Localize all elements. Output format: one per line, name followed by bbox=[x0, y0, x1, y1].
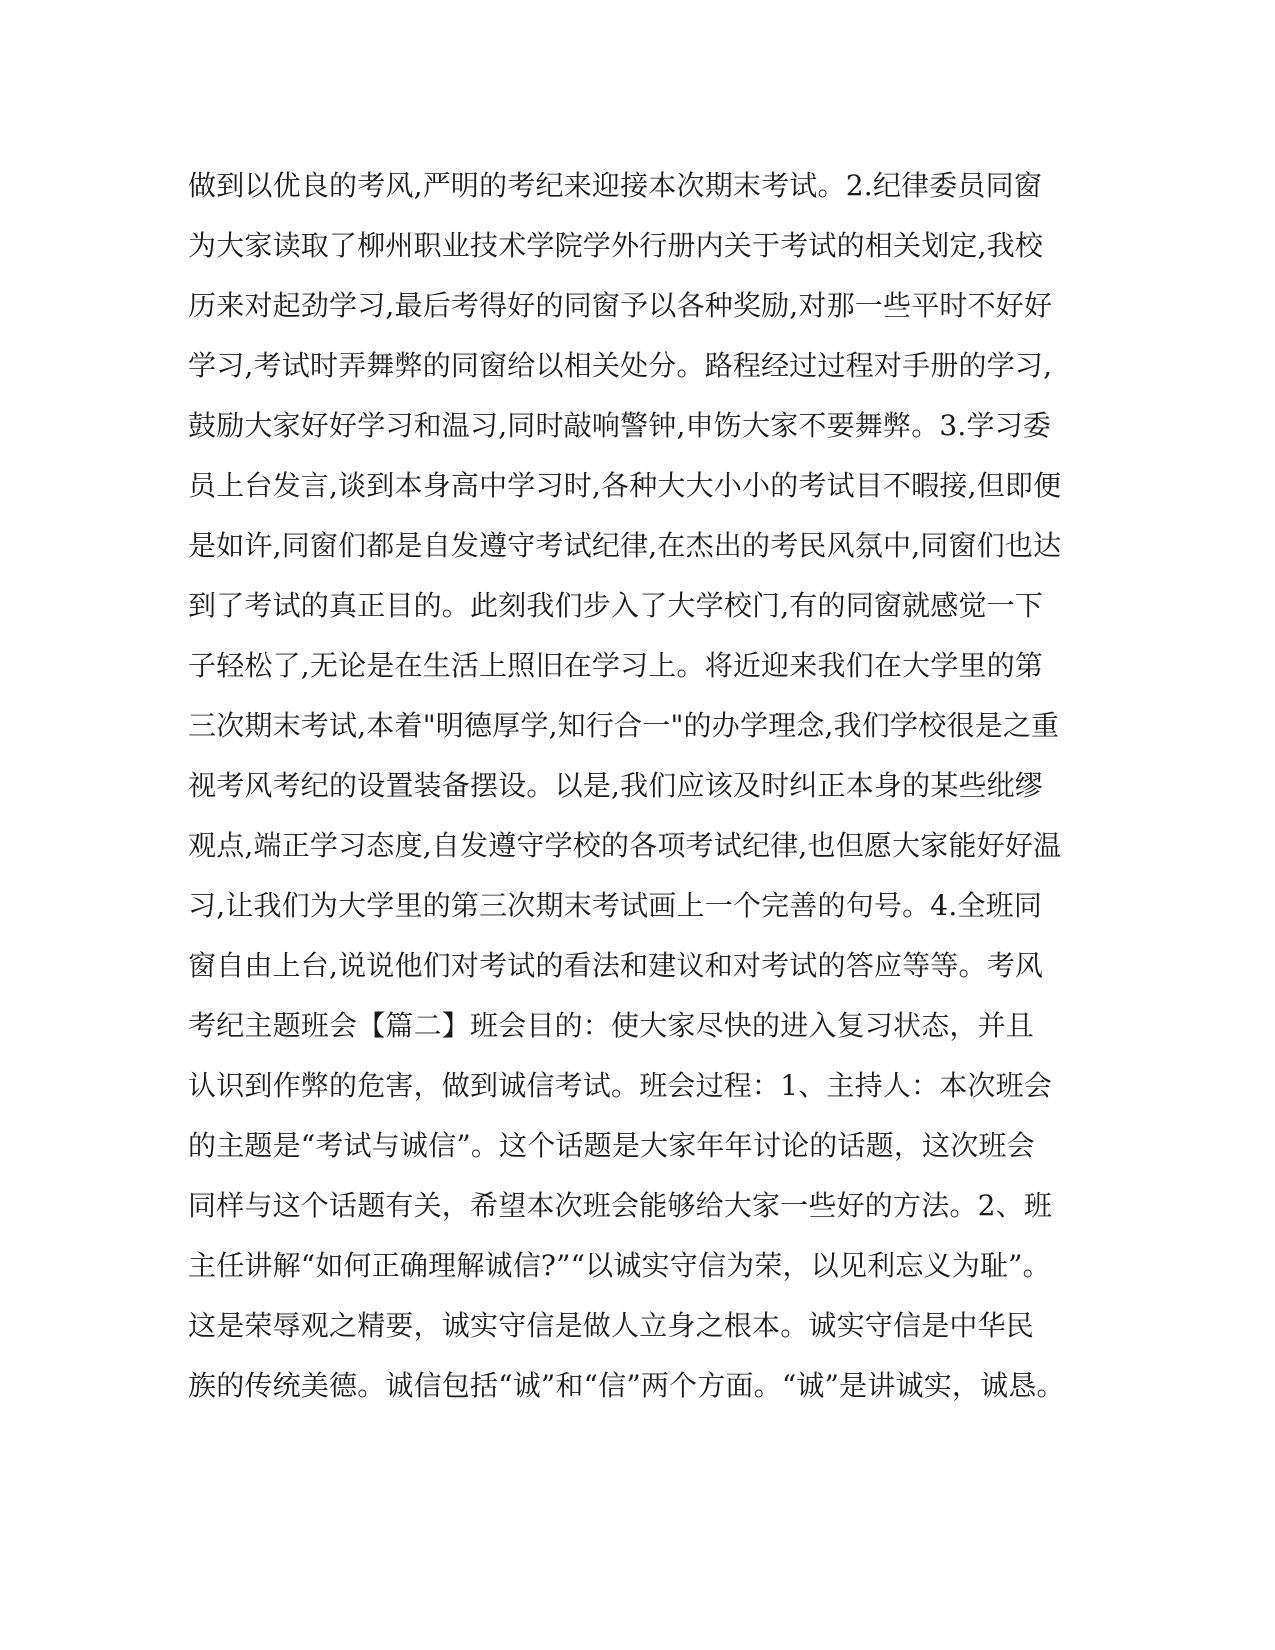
text-line: 观点,端正学习态度,自发遵守学校的各项考试纪律,也但愿大家能好好温 bbox=[188, 829, 1062, 862]
text-line: 认识到作弊的危害，做到诚信考试。班会过程：1、主持人：本次班会 bbox=[188, 1069, 1053, 1102]
text-line: 窗自由上台,说说他们对考试的看法和建议和对考试的答应等等。考风 bbox=[188, 949, 1044, 982]
text-line: 做到以优良的考风,严明的考纪来迎接本次期末考试。2.纪律委员同窗 bbox=[188, 169, 1043, 202]
text-line: 子轻松了,无论是在生活上照旧在学习上。将近迎来我们在大学里的第 bbox=[188, 649, 1044, 682]
text-line: 的主题是“考试与诚信”。这个话题是大家年年讨论的话题，这次班会 bbox=[188, 1129, 1035, 1162]
text-line: 这是荣辱观之精要，诚实守信是做人立身之根本。诚实守信是中华民 bbox=[188, 1309, 1035, 1342]
text-line: 主任讲解“如何正确理解诚信?”“以诚实守信为荣，以见利忘义为耻”。 bbox=[188, 1249, 1051, 1282]
text-line: 同样与这个话题有关，希望本次班会能够给大家一些好的方法。2、班 bbox=[188, 1189, 1053, 1222]
body-text bbox=[188, 166, 1068, 1426]
text-line: 为大家读取了柳州职业技术学院学外行册内关于考试的相关划定,我校 bbox=[188, 229, 1044, 262]
text-line: 员上台发言,谈到本身高中学习时,各种大大小小的考试目不暇接,但即便 bbox=[188, 469, 1062, 502]
text-line: 学习,考试时弄舞弊的同窗给以相关处分。路程经过过程对手册的学习, bbox=[188, 349, 1053, 382]
text-line: 族的传统美德。诚信包括“诚”和“信”两个方面。“诚”是讲诚实，诚恳。 bbox=[188, 1369, 1065, 1402]
text-line: 考纪主题班会【篇二】班会目的：使大家尽快的进入复习状态，并且 bbox=[188, 1009, 1035, 1042]
text-line: 历来对起劲学习,最后考得好的同窗予以各种奖励,对那一些平时不好好 bbox=[188, 289, 1053, 322]
text-line: 习,让我们为大学里的第三次期末考试画上一个完善的句号。4.全班同 bbox=[188, 889, 1043, 922]
text-line: 到了考试的真正目的。此刻我们步入了大学校门,有的同窗就感觉一下 bbox=[188, 589, 1044, 622]
text-line: 是如许,同窗们都是自发遵守考试纪律,在杰出的考民风氛中,同窗们也达 bbox=[188, 529, 1062, 562]
text-line: 鼓励大家好好学习和温习,同时敲响警钟,申饬大家不要舞弊。3.学习委 bbox=[188, 409, 1052, 442]
text-line: 视考风考纪的设置装备摆设。以是,我们应该及时纠正本身的某些纰缪 bbox=[188, 769, 1044, 802]
text-line: 三次期末考试,本着"明德厚学,知行合一"的办学理念,我们学校很是之重 bbox=[188, 709, 1060, 742]
